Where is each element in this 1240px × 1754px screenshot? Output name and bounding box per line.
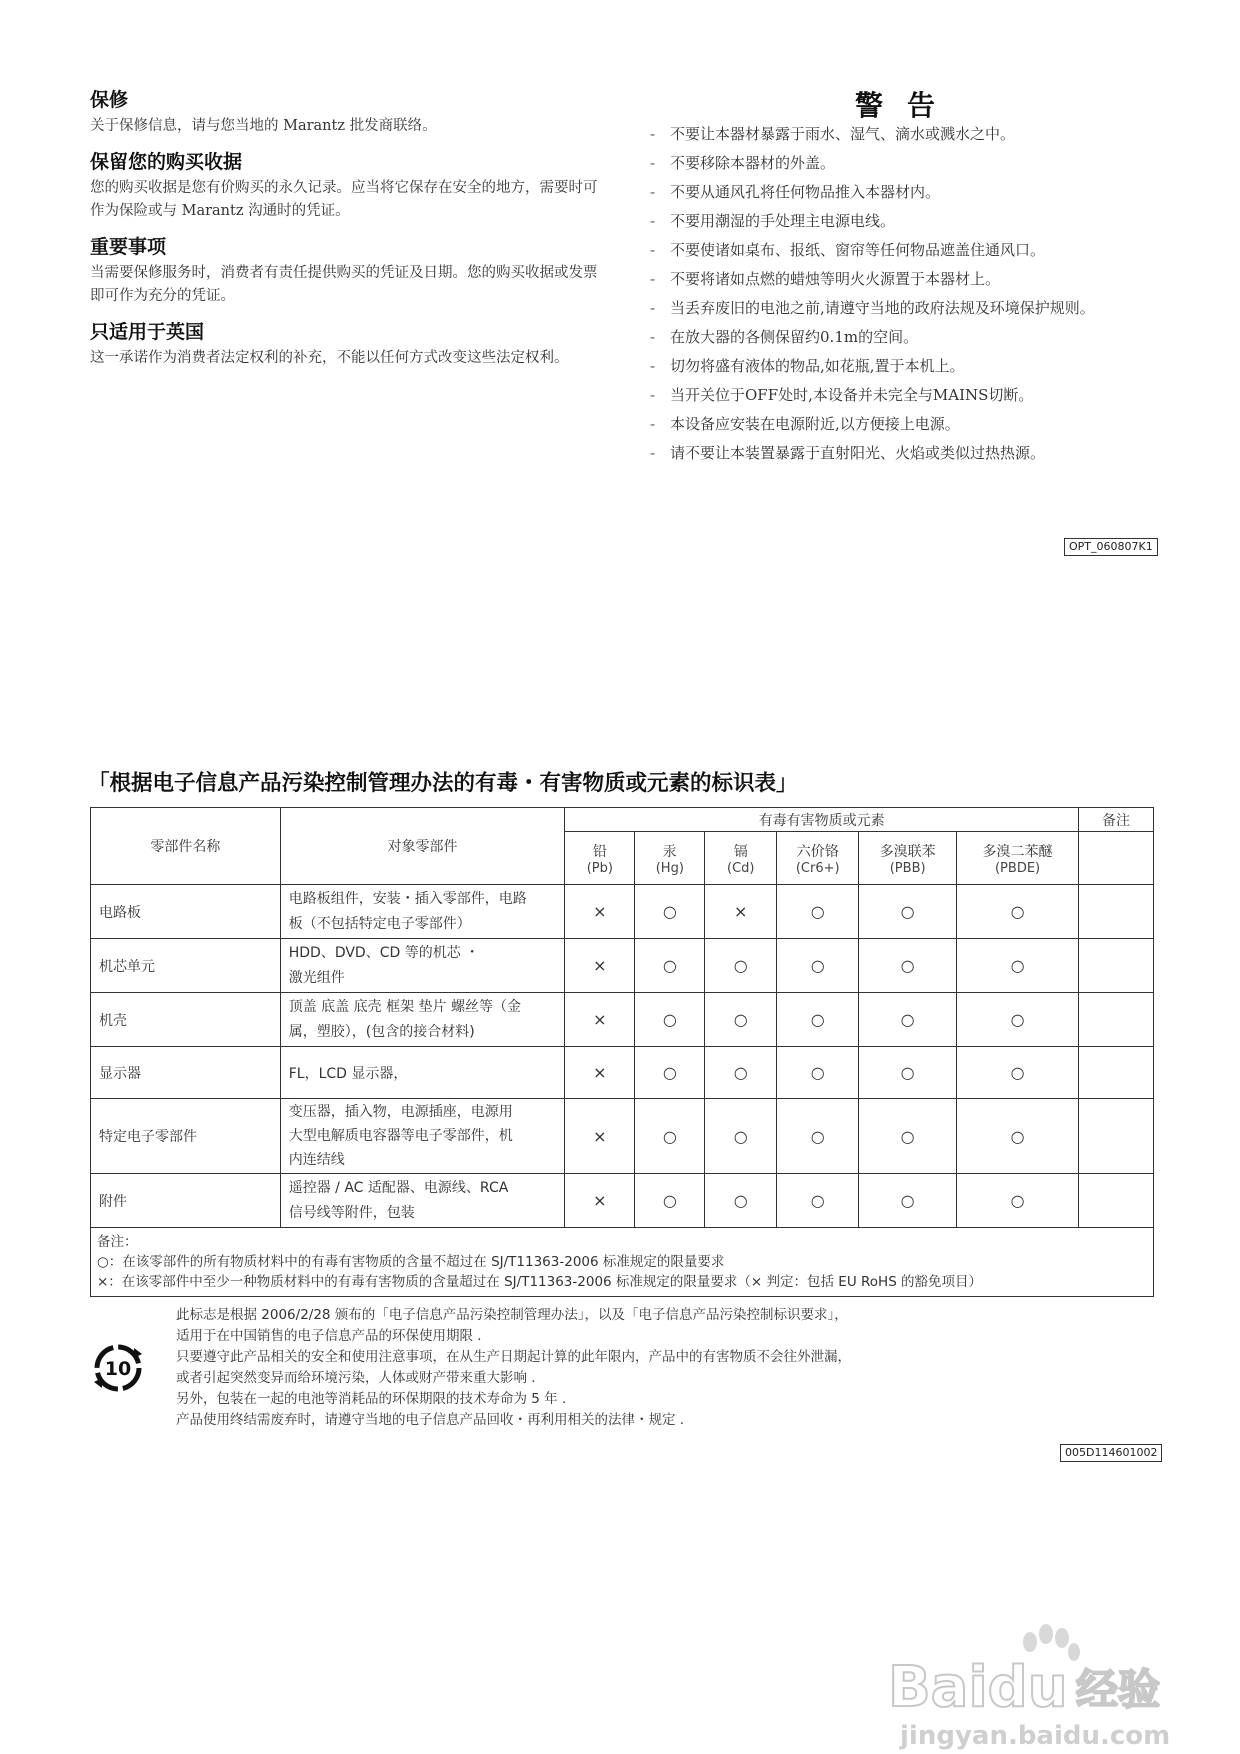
notes-label: 备注： [97, 1234, 138, 1250]
table-notes [91, 1228, 1154, 1297]
mark-cell: ○ [859, 885, 957, 939]
row-target: 顶盖 底盖 底壳 框架 垫片 螺丝等（金 属，塑胶），(包含的接合材料) [280, 993, 565, 1047]
list-dash: - [650, 386, 656, 404]
row-part: 机芯单元 [91, 939, 281, 993]
warning-item: - 不要使诸如桌布、报纸、窗帘等任何物品遮盖住通风口。 [650, 241, 1046, 259]
warning-item: - 在放大器的各侧保留约0.1m的空间。 [650, 328, 919, 346]
mark-cell: ○ [957, 1174, 1079, 1228]
remarks-cell [1079, 1047, 1154, 1099]
header-substance: 六价铬 (Cr6+) [777, 832, 859, 885]
list-dash: - [650, 299, 656, 317]
list-dash: - [650, 415, 656, 433]
mark-cell: ○ [859, 939, 957, 993]
list-dash: - [650, 154, 656, 172]
mark-cell: ○ [705, 1047, 777, 1099]
mark-cell: ○ [777, 1174, 859, 1228]
section-title: 保留您的购买收据 [90, 151, 243, 173]
header-substance: 汞 (Hg) [635, 832, 705, 885]
remarks-cell [1079, 993, 1154, 1047]
header-substance-group: 有毒有害物质或元素 [565, 808, 1079, 832]
mark-cell: ○ [705, 1174, 777, 1228]
epup-code: 005D114601002 [1060, 1444, 1162, 1462]
svg-text:Baidu: Baidu [888, 1655, 1068, 1720]
row-target: HDD、DVD、CD 等的机芯 ・ 激光组件 [280, 939, 565, 993]
section-body: 这一承诺作为消费者法定权利的补充，不能以任何方式改变这些法定权利。 [90, 350, 569, 366]
table-row [91, 939, 1154, 993]
table-row [91, 993, 1154, 1047]
mark-cell: × [565, 1174, 635, 1228]
notes-line: ×：在该零部件中至少一种物质材料中的有毒有害物质的含量超过在 SJ/T11363-2006 标准规定的限量要求（× 判定：包括 EU RoHS 的豁免项目） [97, 1274, 983, 1290]
baidu-watermark [880, 1620, 1200, 1750]
mark-cell: ○ [859, 1099, 957, 1174]
row-target: 电路板组件，安装・插入零部件，电路 板（不包括特定电子零部件） [280, 885, 565, 939]
warning-title: 警告 [855, 89, 960, 122]
epup-line: 产品使用终结需废弃时，请遵守当地的电子信息产品回收・再利用相关的法律・规定 . [176, 1412, 685, 1428]
section-warranty [90, 88, 610, 138]
header-part-name: 零部件名称 [91, 808, 281, 885]
header-target: 对象零部件 [280, 808, 565, 885]
mark-cell: ○ [777, 885, 859, 939]
remarks-cell [1079, 1099, 1154, 1174]
mark-cell: ○ [705, 993, 777, 1047]
mark-cell: ○ [859, 1047, 957, 1099]
row-part: 电路板 [91, 885, 281, 939]
list-dash: - [650, 241, 656, 259]
header-remarks-empty [1079, 832, 1154, 885]
mark-cell: ○ [957, 1099, 1079, 1174]
list-dash: - [650, 444, 656, 462]
list-dash: - [650, 183, 656, 201]
list-dash: - [650, 270, 656, 288]
table-notes-row [91, 1228, 1154, 1297]
warning-item: - 当丢弃废旧的电池之前,请遵守当地的政府法规及环境保护规则。 [650, 299, 1095, 317]
mark-cell: ○ [635, 1047, 705, 1099]
list-dash: - [650, 212, 656, 230]
section-important [90, 235, 610, 308]
table-row [91, 1047, 1154, 1099]
row-target: 遥控器 / AC 适配器、电源线、RCA 信号线等附件，包装 [280, 1174, 565, 1228]
header-substance: 镉 (Cd) [705, 832, 777, 885]
list-dash: - [650, 328, 656, 346]
mark-cell: × [565, 885, 635, 939]
table-row [91, 885, 1154, 939]
header-remarks: 备注 [1079, 808, 1154, 832]
warning-item: - 不要移除本器材的外盖。 [650, 154, 836, 172]
mark-cell: ○ [859, 993, 957, 1047]
warning-item: - 不要让本器材暴露于雨水、湿气、滴水或溅水之中。 [650, 125, 1016, 143]
mark-cell: ○ [635, 885, 705, 939]
epup-line: 或者引起突然变异而给环境污染，人体或财产带来重大影响 . [176, 1370, 536, 1386]
row-target: FL，LCD 显示器， [280, 1047, 565, 1099]
section-uk-only [90, 320, 610, 370]
svg-text:jingyan.baidu.com: jingyan.baidu.com [900, 1721, 1171, 1750]
section-title: 重要事项 [90, 236, 167, 258]
warning-code: OPT_060807K1 [1064, 538, 1158, 556]
svg-text:10: 10 [104, 1358, 132, 1380]
warning-item: - 请不要让本装置暴露于直射阳光、火焰或类似过热热源。 [650, 444, 1046, 462]
mark-cell: × [565, 1099, 635, 1174]
mark-cell: ○ [957, 885, 1079, 939]
remarks-cell [1079, 1174, 1154, 1228]
mark-cell: ○ [635, 1174, 705, 1228]
mark-cell: ○ [777, 939, 859, 993]
header-substance: 多溴联苯 (PBB) [859, 832, 957, 885]
header-substance: 多溴二苯醚 (PBDE) [957, 832, 1079, 885]
epup-10-icon [90, 1340, 146, 1396]
mark-cell: ○ [777, 1099, 859, 1174]
epup-description [176, 1305, 1076, 1431]
section-body: 您的购买收据是您有价购买的永久记录。应当将它保存在安全的地方，需要时可作为保险或与 Marantz 沟通时的凭证。 [90, 180, 598, 219]
warning-item: - 不要从通风孔将任何物品推入本器材内。 [650, 183, 941, 201]
row-target: 变压器，插入物，电源插座，电源用 大型电解质电容器等电子零部件，机 内连结线 [280, 1099, 565, 1174]
mark-cell: × [705, 885, 777, 939]
section-body: 关于保修信息，请与您当地的 Marantz 批发商联络。 [90, 118, 437, 134]
mark-cell: ○ [777, 1047, 859, 1099]
mark-cell: ○ [957, 1047, 1079, 1099]
mark-cell: × [565, 993, 635, 1047]
left-column [90, 88, 610, 382]
list-dash: - [650, 125, 656, 143]
warning-item: - 不要用潮湿的手处理主电源电线。 [650, 212, 896, 230]
mark-cell: ○ [957, 939, 1079, 993]
mark-cell: × [565, 939, 635, 993]
table-row [91, 1174, 1154, 1228]
remarks-cell [1079, 885, 1154, 939]
section-title: 只适用于英国 [90, 321, 205, 343]
warning-item: - 当开关位于OFF处时,本设备并未完全与MAINS切断。 [650, 386, 1034, 404]
svg-text:经验: 经验 [1076, 1665, 1161, 1714]
mark-cell: ○ [705, 939, 777, 993]
epup-line: 只要遵守此产品相关的安全和使用注意事项，在从生产日期起计算的此年限内，产品中的有害物质不会往外泄漏， [176, 1349, 851, 1365]
warning-list [650, 124, 1170, 472]
mark-cell: ○ [859, 1174, 957, 1228]
notes-line: ○：在该零部件的所有物质材料中的有毒有害物质的含量不超过在 SJ/T11363-2006 标准规定的限量要求 [97, 1254, 725, 1270]
row-part: 机壳 [91, 993, 281, 1047]
mark-cell: ○ [635, 993, 705, 1047]
mark-cell: × [565, 1047, 635, 1099]
section-body: 当需要保修服务时，消费者有责任提供购买的凭证及日期。您的购买收据或发票即可作为充分的凭证。 [90, 265, 598, 304]
row-part: 附件 [91, 1174, 281, 1228]
mark-cell: ○ [777, 993, 859, 1047]
mark-cell: ○ [635, 939, 705, 993]
epup-line: 此标志是根据 2006/2/28 颁布的「电子信息产品污染控制管理办法」，以及「电子信息产品污染控制标识要求」， [176, 1307, 848, 1323]
list-dash: - [650, 357, 656, 375]
remarks-cell [1079, 939, 1154, 993]
warning-item: - 本设备应安装在电源附近,以方便接上电源。 [650, 415, 960, 433]
mark-cell: ○ [957, 993, 1079, 1047]
epup-line: 适用于在中国销售的电子信息产品的环保使用期限 . [176, 1328, 482, 1344]
hazardous-substances-table [90, 807, 1154, 1297]
mark-cell: ○ [705, 1099, 777, 1174]
mark-cell: ○ [635, 1099, 705, 1174]
section-receipt [90, 150, 610, 223]
header-substance: 铅 (Pb) [565, 832, 635, 885]
row-part: 特定电子零部件 [91, 1099, 281, 1174]
table-title: 「根据电子信息产品污染控制管理办法的有毒・有害物质或元素的标识表」 [88, 771, 798, 796]
section-title: 保修 [90, 89, 129, 111]
warning-item: - 不要将诸如点燃的蜡烛等明火火源置于本器材上。 [650, 270, 1001, 288]
warning-item: - 切勿将盛有液体的物品,如花瓶,置于本机上。 [650, 357, 965, 375]
table-row [91, 1099, 1154, 1174]
epup-line: 另外，包装在一起的电池等消耗品的环保期限的技术寿命为 5 年 . [176, 1391, 567, 1407]
row-part: 显示器 [91, 1047, 281, 1099]
